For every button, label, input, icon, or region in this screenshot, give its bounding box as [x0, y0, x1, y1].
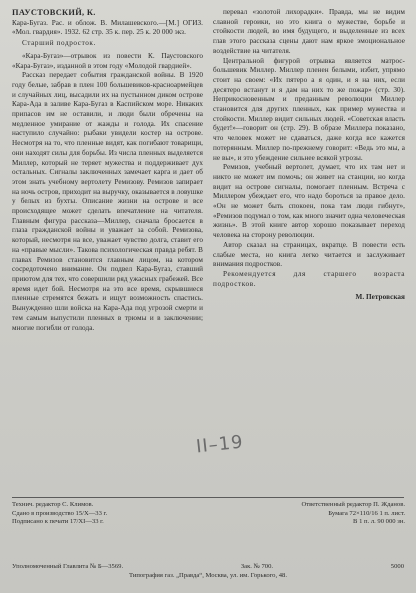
review-paragraph: Ремизов, учебный вертолет, думает, что их там нет и никто не может им помочь; он живет на станции, но когда видит на острове сигналы, помогает пленным. Встреча с Миллером убеждает его, что надо бороться за правое дело. «Он не может быть спокоен, пока там люди гибнут», «Ремизов подумал о том, как много значит одна человеческая жизнь». В этой книге автор хорошо показывает переход человека на сторону революции.: [213, 163, 405, 240]
imprint-glavlit: Уполномоченный Главлита № Б—3569.: [12, 563, 124, 570]
handwritten-archive-mark: II–19: [195, 431, 245, 458]
imprint-left: [12, 501, 208, 527]
imprint-responsible-editor: Ответственный редактор П. Жданов.: [301, 501, 405, 508]
printer-line: Типография газ. „Правда“, Москва, ул. им. Горького, 48.: [128, 572, 288, 579]
review-paragraph: «Кара-Бугаз»—отрывок из повести К. Паустовского «Кара-Бугаз», изданной в этом году «Молодой гвардией».: [12, 51, 203, 70]
review-paragraph: Автор сказал на страницах, вкратце. В повести есть слабые места, но книга легко читается и заслуживает внимания подростков.: [213, 240, 405, 269]
review-paragraph: Центральной фигурой отрывка является матрос-большевик Миллер. Миллер пленен белыми, избит, упрямо стоит на своем: «Их пятеро а я один, и я на них, если десятеро встанут и я дам на них то же пожар» (стр. 30). Неприкосновенным и преданным революции Миллер становится для других пленных, как пример мужества и стойкости. Миллер видит сильных людей. «Советская власть будет!»—говорит он (стр. 29). В образе Миллера показано, что человек может не сдаваться, даже когда все кажется потерянным. Миллер по-прежнему говорит: «Ведь это мы, а не вы», и это убеждение сильнее всякой угрозы.: [213, 56, 405, 162]
imprint-order-number: Зак. № 700.: [240, 563, 274, 570]
imprint-signed-to-print: Подписано к печати 17/XI—33 г.: [12, 518, 104, 526]
review-paragraph: Рассказ передает события гражданской войны. В 1920 году белые, забрав в плен 100 большевиков-красноармейцев и случайных лиц, высадили их на пустынном диком острове Кара-Ада в заливе Кара-Бугаз в Каспийском море. Никаких припасов им не оставили, и люди были обречены на медленное умирание от жажды и голода. Их спасение наступило случайно: рыбаки увидели костер на острове. Несмотря на то, что пленные видят, как погибают товарищи, они находят силы для борьбы. Из числа пленных выделяется Миллер, который не теряет мужества и поддерживает дух остальных. Сигналы заключенных замечает карга и дает об этом знать учебному вертолету Ремизову. Ремизов запирает на ночь остров, приходит на выручку, оказывается в ловушке у белых из бухты. Описание жизни на острове и все происходящее может сделать впечатление на читателя. Главным фигура рассказа—Миллер, сначала бросается в глаза гражданской войны и уважает за собой. Ремизова, который, несмотря на все, уважает чувство долга, ставит его на «правые мысли». Такова психологическая правда ребят. В главах Ремизов становится главным лицом, на котором сосредоточено внимание. Он подвел Кара-Бугаз, ставший приютом для тех, что совершили ряд ужасных грабежей. Все время идет бой. Несмотря на это все время, скрывшиеся пленные стремятся бежать и ищут возможность спастись. Вынужденно шли войска на Кара-Ада под угрозой смерти и тем самым выпустили пленных в трюмы и в заключении; многие погибли от голода.: [12, 71, 203, 332]
imprint-paper-format: Бумага 72×110/16 1 п. лист.: [328, 509, 405, 517]
review-column-right: [213, 8, 405, 303]
imprint-right: [223, 501, 405, 527]
imprint-tech-editor: Технич. редактор С. Климов.: [12, 501, 94, 508]
review-recommendation: Рекомендуется для старшего возраста подростков.: [213, 269, 405, 288]
imprint-footer-line: [12, 563, 404, 572]
imprint-chars-per-sheet: В 1 п. л. 90 000 зн.: [353, 518, 405, 526]
review-column-left: [12, 8, 203, 333]
review-author: ПАУСТОВСКИЙ, К.: [12, 8, 96, 17]
review-signature: М. Петровская: [355, 293, 405, 302]
imprint-print-run: 5000: [390, 563, 404, 570]
review-paragraph: перевал «золотой лихорадки». Правда, мы не видим славной героики, но это книга о мужестве, борьбе и стойкости людей, во имя будущего, и выделенные из всех глав этого рассказа сцены дают нам яркое эмоциональное воздействие на читателя.: [213, 8, 405, 55]
imprint-divider: [12, 497, 404, 498]
imprint-sent-to-production: Сдано в производство 15/X—33 г.: [12, 509, 108, 517]
review-section: Старший подросток.: [22, 39, 96, 48]
review-biblio: Кара-Бугаз. Рас. и облож. В. Милашевского.—[М.] ОГИЗ. «Мол. гвардия». 1932. 62 стр. 35 к. пер. 25 к. 20 000 экз.: [12, 18, 203, 37]
